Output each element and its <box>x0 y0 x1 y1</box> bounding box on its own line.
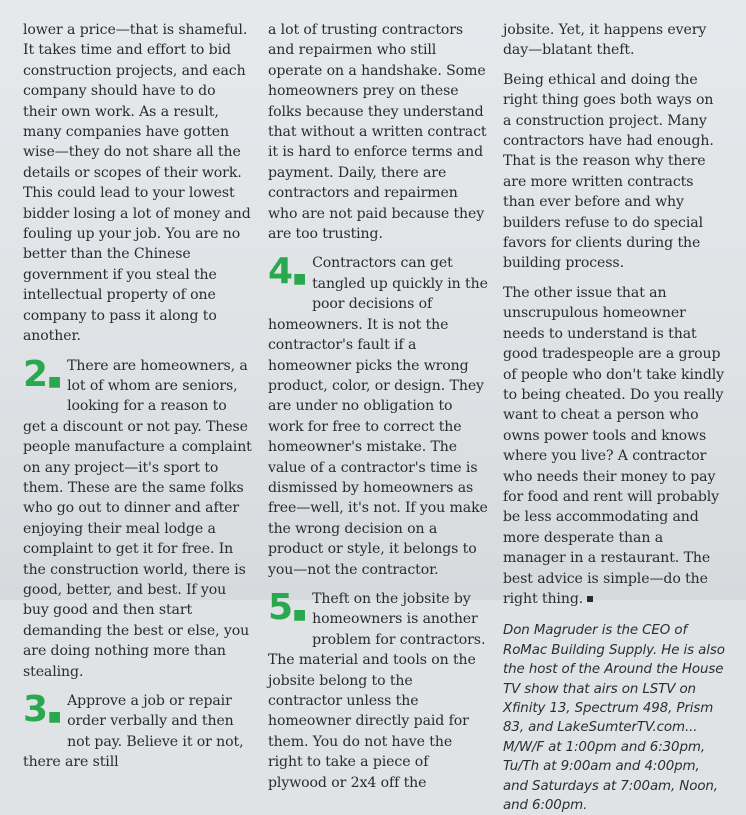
paragraph: lower a price—that is shameful. It takes time and effort to bid construction projects, and each company should have to do their own work. As a result, many companies have gotten wise—they do not share all the details or scopes of their work. This could lead to your lowest bidder losing a lot of money and fouling up your job. You are no better than the Chinese government if you steal the intellectual property of one company to pass it along to another. <box>23 22 251 345</box>
numbered-item-3 <box>23 691 253 773</box>
item-number: 3■ <box>23 689 62 730</box>
column-left <box>23 20 253 773</box>
paragraph: Being ethical and doing the right thing goes both ways on a construction project. Many contractors have had enough. That is the reason why there are more written contracts than ever before and why builders refuse to do special favors for clients during the building process. <box>503 71 714 272</box>
item-number: 4■ <box>268 251 307 293</box>
column-right <box>503 20 725 815</box>
author-bio: Don Magruder is the CEO of RoMac Building Supply. He is also the host of the Around the House TV show that airs on LSTV on Xfinity 13, Spectrum 498, Prism 83, and LakeSumterTV.com... M/W/F at 1:00pm and 6:30pm, Tu/Th at 9:00am and 4:00pm, and Saturdays at 7:00am, Noon, and 6:00pm. <box>503 623 725 814</box>
numbered-item-2 <box>23 353 253 683</box>
item-text: Contractors can get tangled up quickly in the poor decisions of homeowners. It is not the contractor's fault if a homeowner picks the wrong product, color, or design. They are under no obligation to work for free to correct the homeowner's mistake. The value of a contractor's time is dismissed by homeowners as free—well, it's not. If you make the wrong decision on a product or style, it belongs to you—not the contractor. <box>268 255 488 578</box>
item-text: There are homeowners, a lot of whom are seniors, looking for a reason to get a discount or not pay. These people manufacture a complaint on any project—it's sport to them. These are the same folks who go out to dinner and after enjoying their meal lodge a complaint to get it for free. In the construction world, there is good, better, and best. If you buy good and then start demanding the best or else, you are doing nothing more than stealing. <box>23 357 252 680</box>
numbered-item-4 <box>268 253 490 580</box>
numbered-item-5 <box>268 586 490 793</box>
item-number: 5■ <box>268 586 307 628</box>
paragraph: The other issue that an unscrupulous homeowner needs to understand is that good tradespeople are a group of people who don't take kindly to being cheated. Do you really want to cheat a person who owns power tools and knows where you live? A contractor who needs their money to pay for food and rent will probably be less accommodating and more desperate than a manager in a restaurant. The best advice is simple—do the right thing. <box>503 284 725 607</box>
item-number: 2■ <box>23 353 62 395</box>
paragraph: jobsite. Yet, it happens every day—blatant theft. <box>503 22 707 59</box>
paragraph: a lot of trusting contractors and repairmen who still operate on a handshake. Some homeowners prey on these folks because they understand that without a written contract it is hard to enforce terms and payment. Daily, there are contractors and repairmen who are not paid because they are too trusting. <box>268 22 487 243</box>
column-middle <box>268 20 490 793</box>
item-text: Approve a job or repair order verbally and then not pay. Believe it or not, there are still <box>23 693 244 771</box>
end-of-story-marker <box>587 596 593 602</box>
item-text: Theft on the jobsite by homeowners is another problem for contractors. The material and tools on the jobsite belong to the contractor unless the homeowner directly paid for them. You do not have the right to take a piece of plywood or 2x4 off the <box>268 590 486 791</box>
